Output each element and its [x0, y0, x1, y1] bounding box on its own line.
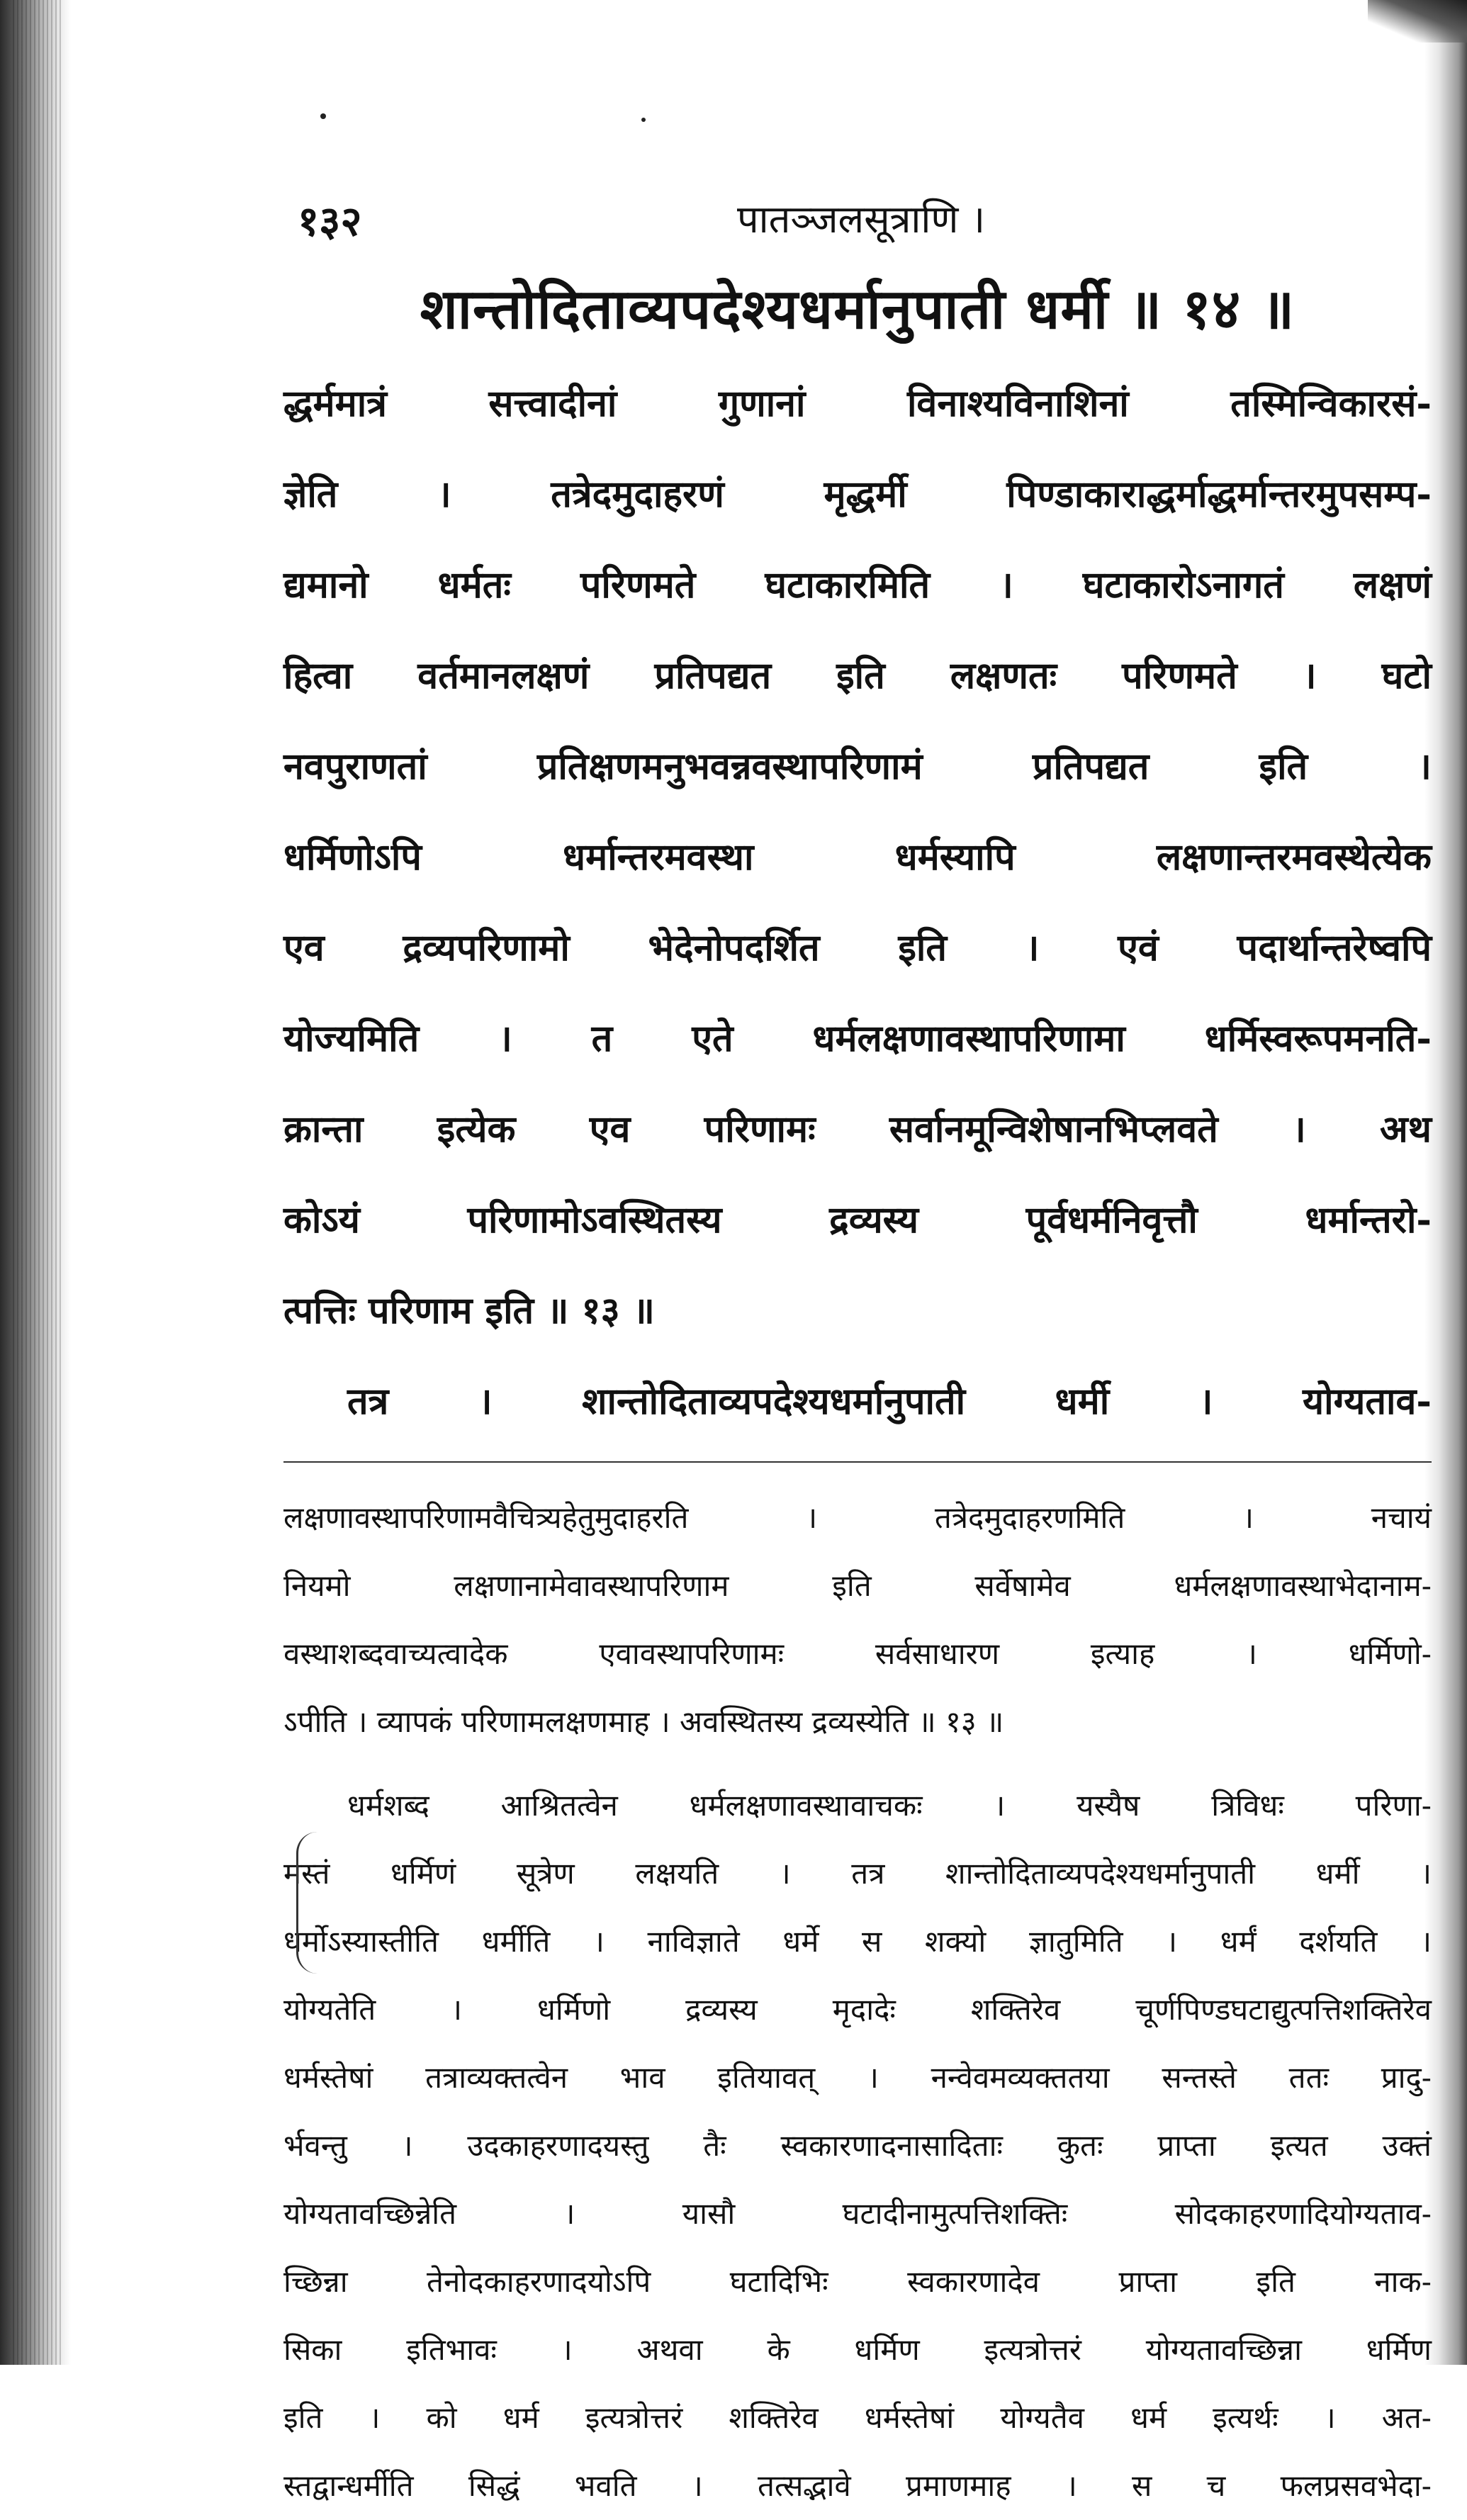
page-binding-edge	[13, 0, 62, 2365]
commentary-line: योग्यतावच्छिन्नेति । यासौ घटादीनामुत्पत्तिशक्तिः सोदकाहरणादियोग्यताव-	[283, 2196, 1432, 2231]
bhashya-line: योज्यमिति । त एते धर्मलक्षणावस्थापरिणामा धर्मिस्वरूपमनति-	[283, 1017, 1432, 1060]
commentary-line: र्भवन्तु । उदकाहरणादयस्तु तैः स्वकारणादनासादिताः कुतः प्राप्ता इत्यत उक्तं	[283, 2128, 1432, 2163]
commentary-line: नियमो लक्षणानामेवावस्थापरिणाम इति सर्वेषामेव धर्मलक्षणावस्थाभेदानाम-	[283, 1568, 1432, 1603]
margin-bracket-mark	[296, 1832, 327, 1974]
bhashya-line: नवपुराणतां प्रतिक्षणमनुभवन्नवस्थापरिणामं प्रतिपद्यत इति ।	[283, 745, 1432, 788]
commentary-line: धर्मोऽस्यास्तीति धर्मीति । नाविज्ञाते धर्मे स शक्यो ज्ञातुमिति । धर्मं दर्शयति ।	[283, 1924, 1432, 1959]
page-content	[283, 177, 1432, 2520]
commentary-line: योग्यतेति । धर्मिणो द्रव्यस्य मृदादेः शक्तिरेव चूर्णपिण्डघटाद्युत्पत्तिशक्तिरेव	[283, 1992, 1432, 2027]
commentary-line: मस्तं धर्मिणं सूत्रेण लक्षयति । तत्र शान्तोदिताव्यपदेश्यधर्मानुपाती धर्मी ।	[283, 1856, 1432, 1891]
commentary-line: इति । को धर्म इत्यत्रोत्तरं शक्तिरेव धर्मस्तेषां योग्यतैव धर्म इत्यर्थः । अत-	[283, 2400, 1432, 2435]
commentary-line: सिका इतिभावः । अथवा के धर्मिण इत्यत्रोत्तरं योग्यतावच्छिन्ना धर्मिण	[283, 2332, 1432, 2367]
commentary-line: धर्मशब्द आश्रितत्वेन धर्मलक्षणावस्थावाचकः । यस्यैष त्रिविधः परिणा-	[347, 1788, 1432, 1823]
ink-speck	[641, 118, 646, 122]
page-number: १३२	[298, 197, 362, 245]
bhashya-line: द्यमानो धर्मतः परिणमते घटाकारमिति । घटाकारोऽनागतं लक्षणं	[283, 563, 1432, 607]
bhashya-line: धर्मिणोऽपि धर्मान्तरमवस्था धर्मस्यापि लक्षणान्तरमवस्थेत्येक	[283, 836, 1432, 879]
bhashya-line: तत्र । शान्तोदिताव्यपदेश्यधर्मानुपाती धर्मी । योग्यताव-	[347, 1380, 1432, 1423]
bhashya-line: क्रान्ता इत्येक एव परिणामः सर्वानमून्विशेषानभिप्लवते । अथ	[283, 1108, 1432, 1151]
section-divider	[283, 1461, 1432, 1463]
commentary-line: ऽपीति । व्यापकं परिणामलक्षणमाह । अवस्थितस्य द्रव्यस्येति ॥ १३ ॥	[283, 1704, 1004, 1739]
commentary-line: लक्षणावस्थापरिणामवैचित्र्यहेतुमुदाहरति । तत्रेदमुदाहरणमिति । नचायं	[283, 1500, 1432, 1535]
sutra-heading: शान्तोदिताव्यपदेश्यधर्मानुपाती धर्मी ॥ १४ ॥	[420, 277, 1295, 342]
page-header	[283, 177, 1432, 255]
bhashya-line: द्धर्ममात्रं सत्त्वादीनां गुणानां विनाश्यविनाशिनां तस्मिन्विकारसं-	[283, 382, 1432, 425]
bhashya-line: कोऽयं परिणामोऽवस्थितस्य द्रव्यस्य पूर्वधर्मनिवृत्तौ धर्मान्तरो-	[283, 1198, 1432, 1242]
bhashya-line: हित्वा वर्तमानलक्षणं प्रतिपद्यत इति लक्षणतः परिणमते । घटो	[283, 654, 1432, 697]
bhashya-line: त्पत्तिः परिणाम इति ॥ १३ ॥	[283, 1289, 655, 1332]
commentary-line: च्छिन्ना तेनोदकाहरणादयोऽपि घटादिभिः स्वकारणादेव प्राप्ता इति नाक-	[283, 2264, 1432, 2299]
bhashya-line: एव द्रव्यपरिणामो भेदेनोपदर्शित इति । एवं पदार्थान्तरेष्वपि	[283, 926, 1432, 969]
commentary-line: वस्थाशब्दवाच्यत्वादेक एवावस्थापरिणामः सर्वसाधारण इत्याह । धर्मिणो-	[283, 1636, 1432, 1671]
commentary-line: धर्मस्तेषां तत्राव्यक्तत्वेन भाव इतियावत् । नन्वेवमव्यक्ततया सन्तस्ते ततः प्रादु-	[283, 2060, 1432, 2095]
bhashya-text	[283, 359, 1432, 1447]
commentary-line: स्तद्वान्धर्मीति सिद्धं भवति । तत्सद्भावे प्रमाणमाह । स च फलप्रसवभेदा-	[283, 2468, 1432, 2503]
ink-speck	[320, 113, 326, 119]
bhashya-line: ज्ञेति । तत्रेदमुदाहरणं मृद्धर्मी पिण्डाकाराद्धर्माद्धर्मान्तरमुपसम्प-	[283, 473, 1432, 516]
running-title: पातञ्जलसूत्राणि ।	[737, 197, 986, 242]
page-corner-shadow	[1368, 0, 1467, 43]
